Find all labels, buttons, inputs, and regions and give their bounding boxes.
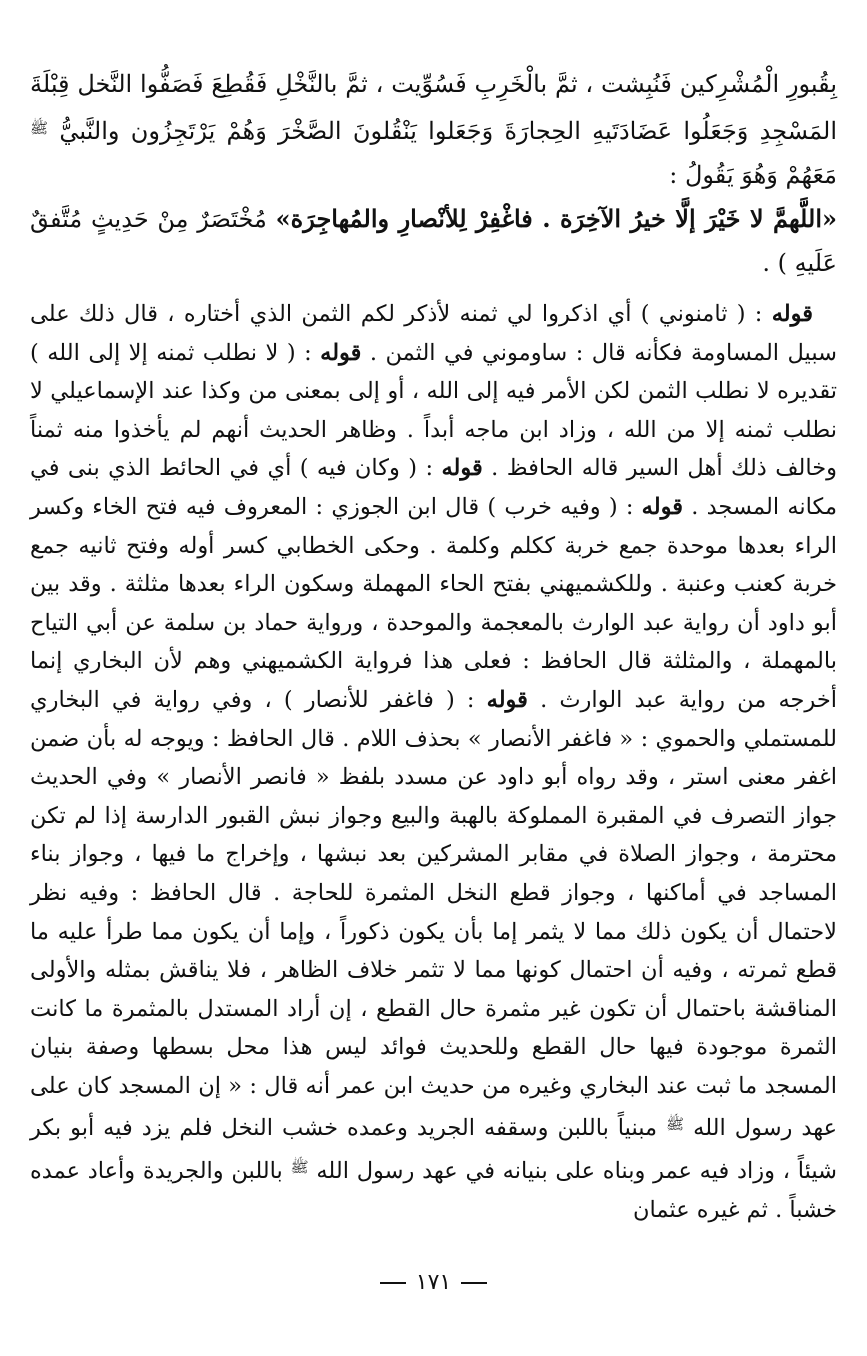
hadith-text-part-2: مَعَهُمْ وَهُوَ يَقُولُ :: [669, 161, 837, 189]
page-number-dash: [461, 1282, 487, 1284]
page-number: [0, 1270, 867, 1295]
commentary-segment-6: مبنياً باللبن وسقفه الجريد وعمده خشب النخل فلم يزد فيه أبو بكر شيئاً ، وزاد فيه عمر وبناه على بنيانه في عهد رسول الله: [30, 1115, 837, 1185]
commentary-text: [30, 295, 837, 1229]
commentary-segment-5: : ( فاغفر للأنصار ) ، وفي رواية في البخاري للمستملي والحموي : « فاغفر الأنصار » بحذف اللام . قال الحافظ : ويوجه له بأن ضمن اغفر معنى استر ، وقد رواه أبو داود عن مسدد بلفظ « فانصر الأنصار » وفي الحديث جواز التصرف في المقبرة المملوكة بالهبة والبيع وجواز نبش القبور الدارسة إذا لم تكن محترمة ، وجواز الصلاة في مقابر المشركين بعد نبشها ، وإخراج ما فيها ، وجواز بناء المساجد في أماكنها ، وجواز قطع النخل المثمرة للحاجة . قال الحافظ : وفيه نظر لاحتمال أن يكون ذلك مما لا يثمر إما بأن يكون ذكوراً ، وإما أن يكون مما طرأ عليه ما قطع ثمرته ، وفيه أن احتمال كونها مما لا تثمر خلاف الظاهر ، فلا يناقش بمثله والأولى المناقشة باحتمال أن تكون غير مثمرة حال القطع ، إن أراد المستدل بالمثمرة ما كانت الثمرة موجودة فيها حال القطع وللحديث فوائد ليس هذا محل بسطها وصفة بنيان المسجد ما ثبت عند البخاري وغيره من حديث ابن عمر أنه قال : « إن المسجد كان على عهد رسول الله: [30, 686, 837, 1142]
keyword-qawluhu: قوله: [771, 301, 813, 327]
commentary-segment-4: : ( وفيه خرب ) قال ابن الجوزي : المعروف فيه فتح الخاء وكسر الراء بعدها موحدة جمع خربة ككلم وكلمة . وحكى الخطابي كسر أوله وفتح ثانيه جمع خربة كعنب وعنبة . وللكشميهني بفتح الحاء المهملة وسكون الراء بعدها مثلثة . وقد بين أبو داود أن رواية عبد الوارث بالمعجمة والموحدة ، ورواية حماد بن سلمة عن أبي التياح بالمهملة ، والمثلثة قال الحافظ : فعلى هذا فرواية الكشميهني وهم لأن البخاري إنما أخرجه من رواية عبد الوارث .: [30, 493, 838, 713]
keyword-qawluhu: قوله: [486, 686, 528, 713]
keyword-qawluhu: قوله: [441, 455, 483, 482]
section-gap: [30, 285, 837, 295]
salutation-glyph: ﷺ: [30, 119, 49, 137]
commentary-segment-2: : ( لا نطلب ثمنه إلا إلى الله ) تقديره لا نطلب الثمن لكن الأمر فيه إلى الله ، أو إلى بمعنى من وكذا عند الإسماعيلي لا نطلب ثمنه إلا من الله ، وزاد ابن ماجه أبداً . وظاهر الحديث أنهم لم يأخذوا منه ثمناً وخالف ذلك أهل السير قاله الحافظ .: [30, 339, 837, 482]
salutation-glyph: ﷺ: [666, 1115, 685, 1134]
page-body: [30, 62, 837, 1229]
hadith-text-part-3: مُخْتَصَرٌ مِنْ حَدِيثٍ مُتَّفقٌ عَلَيهِ ) .: [30, 205, 837, 277]
hadith-text: [30, 62, 837, 285]
keyword-qawluhu: قوله: [641, 493, 683, 520]
keyword-qawluhu: قوله: [320, 339, 362, 366]
commentary-segment-3: : ( وكان فيه ) أي في الحائط الذي بنى في مكانه المسجد .: [30, 455, 837, 520]
hadith-text-part-1: بِقُبورِ الْمُشْرِكين فَنُبِشت ، ثمَّ بالْخَرِبِ فَسُوِّيت ، ثمَّ بالنَّخْلِ فَقُطِعَ فَصَفُّوا النَّخل قِبْلَةَ المَسْجِدِ وَجَعَلُوا عَضَادَتَيهِ الحِجارَةَ وَجَعَلوا يَنْقُلونَ الصَّخْرَ وَهُمْ يَرْتَجِزُون والنَّبيُّ: [30, 70, 837, 145]
hadith-quote: «اللَّهمَّ لا خَيْرَ إلَّا خيرُ الآخِرَة . فاغْفِرْ لِلأنْصارِ والمُهاجِرَة»: [275, 204, 837, 233]
page-number-value: ١٧١: [415, 1270, 452, 1295]
page-number-dash: [380, 1282, 406, 1284]
commentary-segment-1: : ( ثامنوني ) أي اذكروا لي ثمنه لأذكر لكم الثمن الذي أختاره ، قال ذلك على سبيل المساومة فكأنه قال : ساوموني في الثمن .: [30, 301, 837, 366]
commentary-segment-7: باللبن والجريدة وأعاد عمده خشباً . ثم غيره عثمان: [30, 1158, 837, 1223]
salutation-glyph: ﷺ: [290, 1158, 309, 1177]
